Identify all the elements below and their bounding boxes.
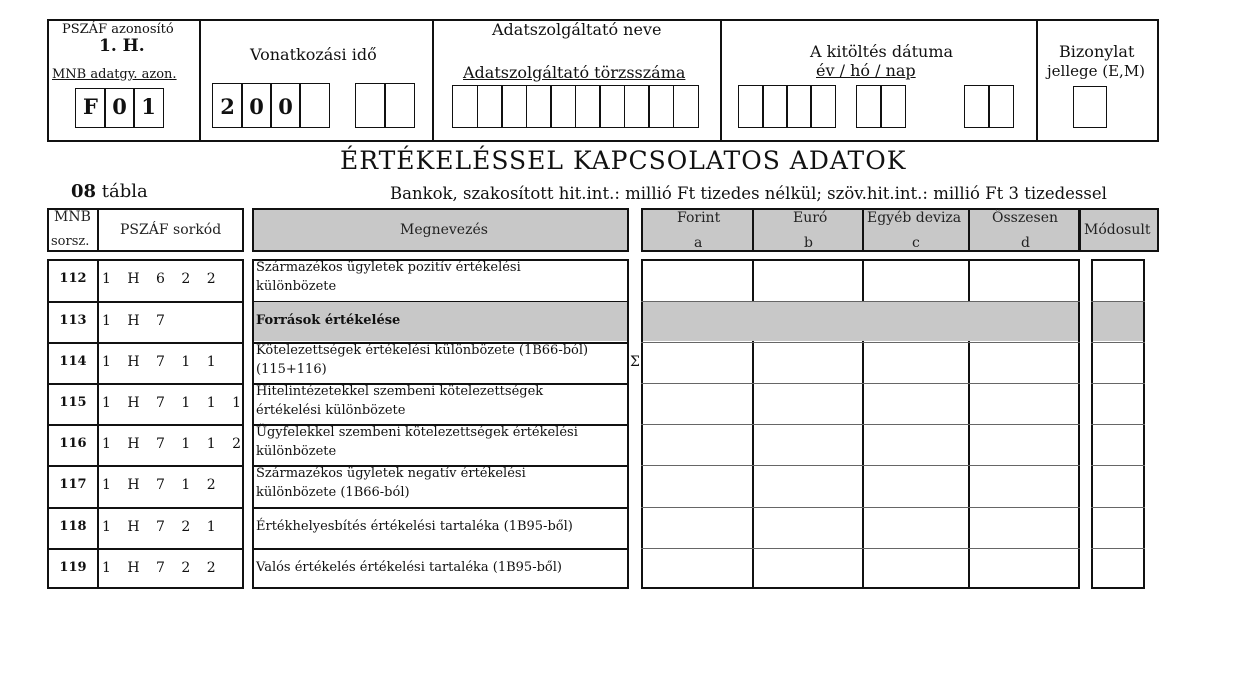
row-divider: [1091, 342, 1145, 343]
pszaf-id-value: 1. H.: [99, 36, 145, 56]
total-cell[interactable]: [970, 426, 1078, 463]
row-highlight: [1093, 302, 1143, 341]
provider-id-digit[interactable]: [599, 85, 625, 128]
row-divider: [641, 383, 1080, 384]
other-currency-cell[interactable]: [864, 467, 968, 505]
col-divider: [968, 208, 970, 252]
doc-type-label-2: jellege (E,M): [1047, 62, 1146, 80]
forint-cell[interactable]: [643, 385, 752, 422]
provider-id-digit[interactable]: [648, 85, 674, 128]
row-label: Származékos ügyletek negatív értékelési: [256, 466, 526, 481]
row-code: 1 H 7 2 2: [102, 559, 222, 576]
fill-date-digit[interactable]: [762, 85, 788, 128]
header-divider: [720, 19, 722, 142]
mnb-id-label: MNB adatgy. azon.: [52, 67, 177, 82]
row-divider: [252, 548, 629, 550]
col-other-letter: c: [912, 235, 920, 251]
col-pszaf-label: PSZÁF sorkód: [120, 222, 222, 238]
table-number-value: 08: [71, 181, 97, 202]
row-label-2: különbözete (1B66-ból): [256, 485, 410, 500]
row-divider: [47, 548, 244, 550]
header-divider: [199, 19, 201, 142]
forint-cell[interactable]: [643, 426, 752, 463]
table-number: [71, 181, 148, 202]
row-label-2: különbözete: [256, 444, 337, 459]
col-total-letter: d: [1021, 235, 1030, 251]
row-number: 114: [59, 353, 87, 369]
row-divider: [252, 507, 629, 509]
row-divider: [1091, 548, 1145, 549]
col-mnb-label: MNB: [54, 209, 91, 225]
row-label-2: (115+116): [256, 362, 327, 377]
total-cell[interactable]: [970, 467, 1078, 505]
row-code: 1 H 7 1 1 2: [102, 435, 247, 452]
fill-date-digit[interactable]: [988, 85, 1014, 128]
col-euro-letter: b: [804, 235, 813, 251]
units-note: Bankok, szakosított hit.int.: millió Ft tizedes nélkül; szöv.hit.int.: millió Ft 3 tizedessel: [390, 184, 1107, 203]
fill-date-digit[interactable]: [880, 85, 906, 128]
period-digit[interactable]: 0: [241, 83, 272, 128]
fill-date-digit[interactable]: [810, 85, 836, 128]
other-currency-cell[interactable]: [864, 344, 968, 381]
row-divider: [1091, 424, 1145, 425]
row-code: 1 H 6 2 2: [102, 271, 222, 287]
forint-cell[interactable]: [643, 261, 752, 299]
row-divider: [1091, 507, 1145, 508]
forint-cell[interactable]: [643, 509, 752, 546]
row-number: 112: [59, 271, 87, 286]
row-divider: [47, 424, 244, 426]
row-divider: [47, 383, 244, 385]
provider-id-label: Adatszolgáltató törzsszáma: [463, 63, 686, 82]
row-label-2: különbözete: [256, 279, 337, 294]
mnb-digit[interactable]: 1: [133, 88, 164, 128]
provider-id-digit[interactable]: [575, 85, 601, 128]
period-digit[interactable]: 2: [212, 83, 243, 128]
row-divider: [641, 342, 1080, 343]
col-total-label: Összesen: [992, 210, 1058, 226]
fill-date-digit[interactable]: [786, 85, 812, 128]
row-label: Ügyfelekkel szembeni kötelezettségek értékelési: [256, 425, 578, 440]
page-title: ÉRTÉKELÉSSEL KAPCSOLATOS ADATOK: [340, 146, 907, 175]
col-modified-label: Módosult: [1084, 222, 1151, 238]
modified-cell[interactable]: [1093, 509, 1143, 546]
euro-cell[interactable]: [754, 467, 862, 505]
fill-date-digit[interactable]: [856, 85, 882, 128]
col-divider: [752, 208, 754, 252]
modified-cell[interactable]: [1093, 467, 1143, 505]
euro-cell[interactable]: [754, 550, 862, 587]
other-currency-cell[interactable]: [864, 426, 968, 463]
provider-id-digit[interactable]: [526, 85, 552, 128]
row-divider: [641, 548, 1080, 549]
row-code: 1 H 7: [102, 312, 171, 329]
period-digit[interactable]: 0: [270, 83, 301, 128]
total-cell[interactable]: [970, 385, 1078, 422]
other-currency-cell[interactable]: [864, 261, 968, 299]
fill-date-label: A kitöltés dátuma: [810, 42, 954, 61]
total-cell[interactable]: [970, 550, 1078, 587]
row-code: 1 H 7 1 2: [102, 477, 222, 493]
modified-cell[interactable]: [1093, 261, 1143, 299]
provider-id-digit[interactable]: [501, 85, 527, 128]
row-label: Valós értékelés értékelési tartaléka (1B95-ből): [256, 559, 562, 575]
total-cell[interactable]: [970, 261, 1078, 299]
fill-date-digit[interactable]: [738, 85, 764, 128]
table-word: tábla: [101, 181, 148, 202]
provider-id-digit[interactable]: [673, 85, 699, 128]
forint-cell[interactable]: [643, 550, 752, 587]
total-cell[interactable]: [970, 509, 1078, 546]
row-code: 1 H 7 1 1 1: [102, 394, 247, 411]
row-number: 116: [59, 435, 87, 451]
modified-cell[interactable]: [1093, 344, 1143, 381]
header-divider: [432, 19, 434, 142]
forint-cell[interactable]: [643, 344, 752, 381]
row-label: Hitelintézetekkel szembeni kötelezettségek: [256, 384, 544, 399]
row-label: Kötelezettségek értékelési különbözete (1B66-ból): [256, 343, 589, 358]
euro-cell[interactable]: [754, 344, 862, 381]
provider-id-digit[interactable]: [550, 85, 576, 128]
row-divider: [641, 424, 1080, 425]
other-currency-cell[interactable]: [864, 550, 968, 587]
forint-cell[interactable]: [643, 467, 752, 505]
col-euro-label: Euró: [793, 210, 828, 226]
doc-type-label: Bizonylat: [1059, 42, 1135, 61]
sigma-mark: Σ: [630, 354, 640, 370]
period-digit[interactable]: [355, 83, 386, 128]
row-divider: [47, 301, 244, 303]
col-forint-letter: a: [694, 235, 703, 251]
row-number: 119: [59, 559, 87, 575]
euro-cell[interactable]: [754, 509, 862, 546]
col-divider: [862, 208, 864, 252]
row-divider: [1091, 383, 1145, 384]
modified-cell[interactable]: [1093, 385, 1143, 422]
row-divider: [1091, 465, 1145, 466]
provider-id-digit[interactable]: [452, 85, 478, 128]
header-divider: [1036, 19, 1038, 142]
period-digit[interactable]: [299, 83, 330, 128]
row-label: Értékhelyesbítés értékelési tartaléka (1B95-ből): [256, 518, 573, 534]
col-name-label: Megnevezés: [400, 222, 488, 238]
period-label: Vonatkozási idő: [250, 45, 377, 64]
row-code: 1 H 7 1 1: [102, 353, 222, 370]
modified-cell[interactable]: [1093, 550, 1143, 587]
euro-cell[interactable]: [754, 426, 862, 463]
fill-date-digit[interactable]: [964, 85, 990, 128]
row-divider: [641, 465, 1080, 466]
mnb-digit[interactable]: 0: [104, 88, 135, 128]
row-divider: [47, 465, 244, 467]
row-number: 117: [59, 477, 87, 492]
pszaf-id-label: PSZÁF azonosító: [62, 22, 174, 37]
period-digit[interactable]: [384, 83, 415, 128]
col-mnb-label-2: sorsz.: [51, 234, 90, 249]
col-other-label: Egyéb deviza: [867, 210, 962, 226]
row-divider: [47, 342, 244, 344]
fill-date-format: év / hó / nap: [816, 61, 916, 80]
row-divider: [47, 507, 244, 509]
row-label: Származékos ügyletek pozitív értékelési: [256, 260, 521, 275]
row-code: 1 H 7 2 1: [102, 518, 222, 535]
row-label-2: értékelési különbözete: [256, 403, 406, 418]
provider-id-digit[interactable]: [624, 85, 650, 128]
other-currency-cell[interactable]: [864, 509, 968, 546]
provider-id-digit[interactable]: [477, 85, 503, 128]
other-currency-cell[interactable]: [864, 385, 968, 422]
euro-cell[interactable]: [754, 261, 862, 299]
col-forint-label: Forint: [677, 210, 721, 226]
row-divider: [641, 507, 1080, 508]
provider-name-label: Adatszolgáltató neve: [492, 20, 662, 39]
total-cell[interactable]: [970, 344, 1078, 381]
row-number: 113: [59, 312, 87, 328]
mnb-digit[interactable]: F: [75, 88, 106, 128]
doc-type-box[interactable]: [1073, 86, 1107, 128]
modified-cell[interactable]: [1093, 426, 1143, 463]
row-label: Források értékelése: [256, 312, 401, 328]
row-number: 115: [59, 394, 87, 410]
row-highlight: [643, 302, 1078, 341]
euro-cell[interactable]: [754, 385, 862, 422]
row-number: 118: [59, 518, 87, 534]
